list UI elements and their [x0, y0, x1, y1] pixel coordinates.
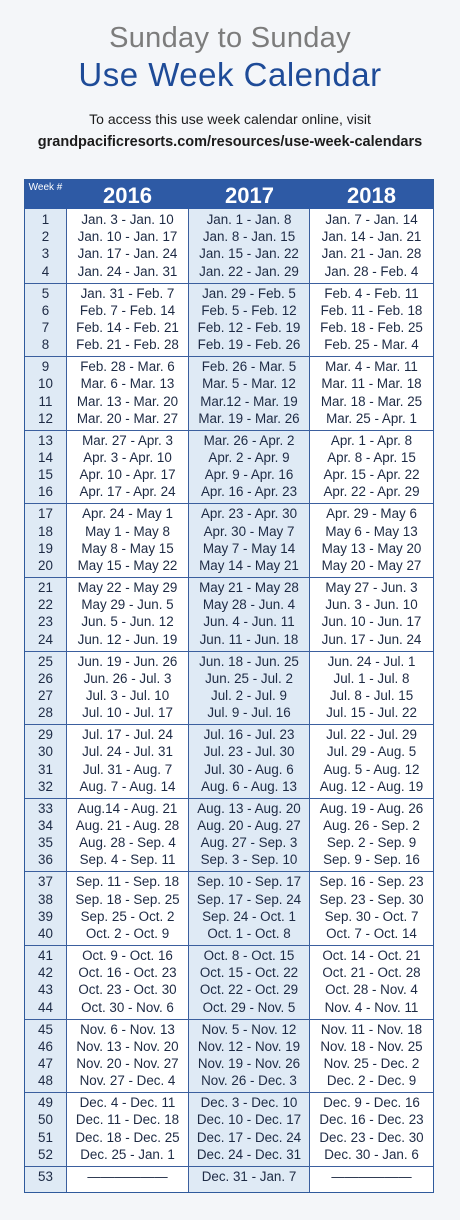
week-2017-range: Apr. 16 - Apr. 23 — [200, 484, 298, 500]
week-2016-range: Apr. 24 - May 1 — [82, 506, 173, 522]
week-2018-range: —————— — [331, 1168, 412, 1184]
week-2016-range: Jun. 19 - Jun. 26 — [77, 653, 178, 669]
week-2016-range: Jul. 31 - Aug. 7 — [82, 761, 173, 777]
year-header-2016: 2016 — [103, 183, 152, 208]
week-number: 41 — [38, 948, 53, 963]
week-2016-range: Nov. 13 - Nov. 20 — [76, 1038, 179, 1054]
calendar-url-link[interactable]: grandpacificresorts.com/resources/use-week-calendars — [37, 134, 423, 150]
week-number: 23 — [38, 614, 53, 630]
week-2018-range: Jan. 21 - Jan. 28 — [321, 246, 422, 262]
group-separator — [25, 1092, 433, 1093]
week-2018-range: Jul. 22 - Jul. 29 — [326, 727, 417, 743]
group-separator — [25, 798, 433, 799]
group-separator — [25, 577, 433, 578]
week-2016-range: Sep. 25 - Oct. 2 — [80, 908, 175, 924]
week-number: 48 — [38, 1073, 53, 1089]
week-2018-range: Apr. 29 - May 6 — [326, 506, 417, 522]
table-row — [25, 211, 433, 228]
week-2018-range: Oct. 21 - Oct. 28 — [322, 965, 421, 981]
week-number: 46 — [38, 1038, 53, 1054]
week-number: 34 — [38, 818, 53, 833]
week-2017-range: Nov. 26 - Dec. 3 — [201, 1073, 297, 1089]
week-2016-range: Feb. 7 - Feb. 14 — [79, 302, 176, 318]
table-row — [25, 704, 433, 721]
week-number: 51 — [38, 1129, 53, 1145]
table-row — [25, 761, 433, 778]
group-separator — [25, 871, 433, 872]
week-2018-range: Nov. 11 - Nov. 18 — [320, 1021, 423, 1037]
week-2018-range: Dec. 30 - Jan. 6 — [324, 1146, 419, 1162]
table-row — [25, 743, 433, 760]
week-2018-range: Sep. 16 - Sep. 23 — [319, 874, 424, 890]
week-2018-range: Feb. 18 - Feb. 25 — [320, 320, 423, 335]
week-2018-range: Jan. 28 - Feb. 4 — [324, 263, 419, 279]
table-row — [25, 726, 433, 743]
group-separator — [25, 430, 433, 431]
week-number: 24 — [38, 631, 53, 647]
week-2018-range: Jan. 14 - Jan. 21 — [321, 229, 422, 245]
group-separator — [25, 356, 433, 357]
week-number: 10 — [38, 376, 53, 392]
week-number: 16 — [38, 484, 53, 500]
week-number: 3 — [41, 246, 50, 262]
week-2017-range: Jun. 25 - Jul. 2 — [205, 670, 293, 686]
table-row — [25, 263, 433, 280]
week-2016-range: Nov. 6 - Nov. 13 — [80, 1021, 175, 1037]
week-number: 26 — [38, 670, 53, 686]
week-2018-range: Jun. 24 - Jul. 1 — [327, 653, 416, 669]
week-2018-range: Dec. 16 - Dec. 23 — [319, 1112, 424, 1128]
week-number: 52 — [38, 1146, 53, 1162]
group-separator — [25, 283, 433, 284]
table-row — [25, 1021, 433, 1038]
week-2017-range: Jul. 2 - Jul. 9 — [211, 688, 287, 703]
week-2018-range: Jan. 7 - Jan. 14 — [325, 212, 418, 227]
table-row — [25, 1111, 433, 1128]
week-2018-range: Dec. 23 - Dec. 30 — [319, 1129, 424, 1145]
week-2017-range: Dec. 17 - Dec. 24 — [196, 1129, 302, 1145]
table-row — [25, 613, 433, 630]
week-number: 11 — [38, 393, 53, 409]
group-separator — [25, 724, 433, 725]
week-number: 5 — [41, 285, 50, 301]
week-number: 7 — [41, 320, 50, 335]
week-2018-range: Aug. 5 - Aug. 12 — [323, 761, 420, 777]
week-2016-range: Aug. 28 - Sep. 4 — [79, 835, 176, 851]
week-2018-range: Nov. 4 - Nov. 11 — [324, 999, 419, 1015]
week-2016-range: Jan. 3 - Jan. 10 — [81, 212, 174, 227]
week-2017-range: Oct. 15 - Oct. 22 — [199, 965, 299, 981]
group-separator — [25, 503, 433, 504]
week-2017-range: Dec. 24 - Dec. 31 — [196, 1146, 302, 1162]
week-2016-range: Jan. 17 - Jan. 24 — [77, 246, 178, 262]
week-2017-range: Jun. 18 - Jun. 25 — [199, 653, 299, 669]
table-row — [25, 449, 433, 466]
week-number: 27 — [38, 688, 53, 703]
week-number: 2 — [41, 229, 50, 245]
week-2016-range: Dec. 11 - Dec. 18 — [75, 1112, 180, 1128]
week-2017-range: Nov. 12 - Nov. 19 — [197, 1038, 301, 1054]
group-separator — [25, 1019, 433, 1020]
week-number: 19 — [38, 540, 53, 556]
week-number: 4 — [41, 263, 50, 279]
week-2016-range: May 29 - Jun. 5 — [81, 597, 174, 613]
week-2016-range: Apr. 17 - Apr. 24 — [79, 484, 176, 500]
week-2018-range: May 27 - Jun. 3 — [325, 580, 418, 595]
use-week-calendar-table — [24, 179, 434, 1193]
week-2016-range: May 15 - May 22 — [77, 558, 178, 573]
week-number: 17 — [38, 506, 53, 522]
table-row — [25, 505, 433, 522]
access-text: To access this use week calendar online, visit — [89, 111, 371, 127]
week-2016-range: Jul. 3 - Jul. 10 — [85, 688, 170, 703]
table-row — [25, 432, 433, 449]
group-separator — [25, 651, 433, 652]
week-2017-range: Feb. 19 - Feb. 26 — [197, 337, 301, 353]
week-number: 53 — [38, 1168, 53, 1184]
week-2018-range: Sep. 9 - Sep. 16 — [323, 852, 420, 868]
week-2016-range: Dec. 4 - Dec. 11 — [79, 1095, 176, 1111]
week-2016-range: Dec. 18 - Dec. 25 — [75, 1129, 180, 1145]
week-2016-range: Oct. 9 - Oct. 16 — [82, 948, 173, 963]
table-row — [25, 393, 433, 410]
week-2017-range: Jun. 11 - Jun. 18 — [199, 631, 299, 647]
table-row — [25, 228, 433, 245]
table-header — [25, 180, 433, 209]
week-2018-range: May 6 - May 13 — [325, 523, 418, 539]
week-2016-range: May 22 - May 29 — [77, 580, 178, 595]
week-2018-range: Feb. 4 - Feb. 11 — [324, 285, 419, 301]
table-row — [25, 999, 433, 1016]
week-2016-range: May 8 - May 15 — [81, 540, 174, 556]
week-2016-range: Jul. 17 - Jul. 24 — [82, 727, 173, 743]
week-number: 33 — [38, 800, 53, 816]
week-2016-range: Mar. 6 - Mar. 13 — [80, 376, 175, 392]
title-line2: Use Week Calendar — [78, 56, 382, 93]
week-2016-range: Apr. 3 - Apr. 10 — [83, 450, 172, 465]
week-2017-range: Oct. 22 - Oct. 29 — [199, 982, 299, 998]
week-2016-range: Jun. 5 - Jun. 12 — [81, 614, 174, 630]
week-number: 9 — [41, 359, 50, 375]
week-2016-range: Jan. 10 - Jan. 17 — [77, 229, 178, 245]
table-row — [25, 891, 433, 908]
week-2018-range: Aug. 12 - Aug. 19 — [319, 778, 424, 794]
week-2018-range: Apr. 8 - Apr. 15 — [327, 450, 416, 465]
table-row — [25, 1168, 433, 1185]
week-2017-range: Sep. 17 - Sep. 24 — [196, 891, 302, 907]
week-2018-range: Aug. 26 - Sep. 2 — [323, 818, 420, 833]
week-number: 20 — [38, 558, 53, 573]
week-number: 49 — [38, 1095, 53, 1111]
week-2016-range: Mar. 27 - Apr. 3 — [82, 432, 173, 448]
table-row — [25, 653, 433, 670]
week-2018-range: Sep. 2 - Sep. 9 — [326, 835, 417, 851]
week-2018-range: Jul. 1 - Jul. 8 — [333, 670, 410, 686]
week-2018-range: Apr. 1 - Apr. 8 — [330, 432, 413, 448]
week-2016-range: Oct. 16 - Oct. 23 — [78, 965, 177, 981]
week-number: 25 — [38, 653, 53, 669]
table-row — [25, 466, 433, 483]
week-2017-range: Apr. 30 - May 7 — [203, 523, 295, 539]
year-header-2017: 2017 — [225, 183, 274, 208]
week-2017-range: Jun. 4 - Jun. 11 — [203, 614, 295, 630]
week-2018-range: Jul. 8 - Jul. 15 — [329, 688, 414, 703]
table-row — [25, 319, 433, 336]
week-2017-range: Aug. 20 - Aug. 27 — [197, 818, 301, 833]
week-number: 18 — [38, 523, 53, 539]
week-2017-range: Apr. 23 - Apr. 30 — [200, 506, 298, 522]
table-row — [25, 873, 433, 890]
week-number: 40 — [38, 926, 53, 941]
week-2017-range: Mar. 19 - Mar. 26 — [198, 410, 300, 426]
week-number: 43 — [38, 982, 53, 998]
week-2017-range: Jul. 30 - Aug. 6 — [204, 761, 294, 777]
week-2017-range: Jul. 16 - Jul. 23 — [203, 727, 295, 743]
week-2018-range: Mar. 11 - Mar. 18 — [321, 376, 422, 392]
week-2017-range: May 7 - May 14 — [202, 540, 296, 556]
week-2018-range: Jun. 10 - Jun. 17 — [321, 614, 422, 630]
week-2018-range: Sep. 23 - Sep. 30 — [319, 891, 424, 907]
week-2016-range: Jul. 10 - Jul. 17 — [82, 705, 173, 721]
week-number: 6 — [41, 302, 50, 318]
week-number: 13 — [38, 432, 53, 448]
table-row — [25, 1072, 433, 1089]
table-row — [25, 981, 433, 998]
week-2017-range: Aug. 13 - Aug. 20 — [197, 800, 301, 816]
week-number: 45 — [38, 1021, 53, 1037]
week-2016-range: Mar. 20 - Mar. 27 — [76, 410, 179, 426]
week-2016-range: Jul. 24 - Jul. 31 — [82, 744, 173, 760]
week-2017-range: Feb. 5 - Feb. 12 — [201, 302, 297, 318]
week-number: 44 — [38, 999, 53, 1015]
table-row — [25, 834, 433, 851]
week-number: 42 — [38, 965, 53, 981]
week-2016-range: Aug. 7 - Aug. 14 — [79, 778, 176, 794]
week-number: 38 — [38, 891, 53, 907]
week-2016-range: Feb. 14 - Feb. 21 — [76, 320, 179, 335]
week-2018-range: Mar. 18 - Mar. 25 — [320, 393, 423, 409]
table-row — [25, 358, 433, 375]
week-2016-range: Nov. 20 - Nov. 27 — [76, 1056, 179, 1071]
table-row — [25, 540, 433, 557]
week-2016-range: Jan. 31 - Feb. 7 — [80, 285, 175, 301]
table-row — [25, 523, 433, 540]
table-row — [25, 375, 433, 392]
week-2017-range: Jan. 8 - Jan. 15 — [202, 229, 296, 245]
week-2018-range: Jul. 15 - Jul. 22 — [326, 705, 417, 721]
week-2018-range: May 20 - May 27 — [321, 558, 422, 573]
week-2018-range: Aug. 19 - Aug. 26 — [319, 800, 424, 816]
week-number: 47 — [38, 1056, 53, 1071]
week-2017-range: Dec. 31 - Jan. 7 — [201, 1168, 297, 1184]
year-header-2018: 2018 — [347, 183, 396, 208]
week-2018-range: Dec. 2 - Dec. 9 — [326, 1073, 417, 1089]
week-2017-range: Mar. 5 - Mar. 12 — [202, 376, 296, 392]
week-2017-range: Jan. 1 - Jan. 8 — [206, 212, 292, 227]
table-row — [25, 336, 433, 353]
week-2017-range: Aug. 6 - Aug. 13 — [200, 778, 298, 794]
week-2018-range: Oct. 28 - Nov. 4 — [325, 982, 418, 998]
week-2018-range: Jun. 17 - Jun. 24 — [321, 631, 422, 647]
table-row — [25, 851, 433, 868]
week-number: 14 — [38, 450, 53, 465]
week-2017-range: Jan. 22 - Jan. 29 — [199, 263, 299, 279]
week-number: 29 — [38, 727, 53, 743]
week-number: 31 — [38, 761, 53, 777]
week-number: 32 — [38, 778, 53, 794]
week-number: 1 — [41, 212, 50, 227]
week-2018-range: May 13 - May 20 — [321, 540, 422, 556]
week-2016-range: Oct. 30 - Nov. 6 — [81, 999, 174, 1015]
week-2018-range: Mar. 4 - Mar. 11 — [325, 359, 418, 375]
week-2017-range: Mar. 26 - Apr. 2 — [203, 432, 295, 448]
table-row — [25, 596, 433, 613]
week-2016-range: Aug.14 - Aug. 21 — [77, 800, 178, 816]
week-2018-range: Jun. 3 - Jun. 10 — [325, 597, 418, 613]
week-2017-range: Oct. 8 - Oct. 15 — [203, 948, 295, 963]
week-2017-range: Oct. 1 - Oct. 8 — [207, 926, 291, 941]
table-row — [25, 483, 433, 500]
week-2016-range: Sep. 18 - Sep. 25 — [75, 891, 180, 907]
week-number: 37 — [38, 874, 53, 890]
week-2016-range: Dec. 25 - Jan. 1 — [80, 1146, 175, 1162]
week-2016-range: Jun. 12 - Jun. 19 — [77, 631, 178, 647]
table-row — [25, 245, 433, 262]
table-row — [25, 631, 433, 648]
table-row — [25, 817, 433, 834]
week-2018-range: Jul. 29 - Aug. 5 — [326, 744, 417, 760]
week-2017-range: Jan. 15 - Jan. 22 — [199, 246, 299, 262]
week-2017-range: Apr. 2 - Apr. 9 — [208, 450, 290, 465]
week-number: 39 — [38, 908, 53, 924]
week-2017-range: Feb. 12 - Feb. 19 — [197, 320, 301, 335]
week-2017-range: Jul. 23 - Jul. 30 — [203, 744, 295, 760]
week-2017-range: Nov. 5 - Nov. 12 — [201, 1021, 297, 1037]
table-row — [25, 778, 433, 795]
week-2018-range: Feb. 25 - Mar. 4 — [324, 337, 419, 353]
week-number: 36 — [38, 852, 53, 868]
table-row — [25, 285, 433, 302]
week-2018-range: Nov. 18 - Nov. 25 — [320, 1038, 423, 1054]
table-row — [25, 800, 433, 817]
table-row — [25, 1146, 433, 1163]
week-number: 30 — [38, 744, 53, 760]
week-number: 22 — [38, 597, 53, 613]
week-number: 15 — [38, 467, 53, 483]
table-row — [25, 410, 433, 427]
week-2017-range: Feb. 26 - Mar. 5 — [201, 359, 297, 375]
table-row — [25, 1129, 433, 1146]
week-2017-range: Dec. 10 - Dec. 17 — [196, 1112, 302, 1128]
table-row — [25, 579, 433, 596]
week-2017-range: May 14 - May 21 — [199, 558, 299, 573]
week-2016-range: Apr. 10 - Apr. 17 — [79, 467, 176, 483]
week-2016-range: Sep. 11 - Sep. 18 — [75, 874, 180, 890]
table-row — [25, 1055, 433, 1072]
table-row — [25, 908, 433, 925]
week-2018-range: Oct. 14 - Oct. 21 — [322, 948, 421, 963]
week-2017-range: Nov. 19 - Nov. 26 — [197, 1056, 301, 1071]
week-2017-range: Apr. 9 - Apr. 16 — [204, 467, 294, 483]
week-2016-range: May 1 - May 8 — [85, 523, 170, 539]
week-2017-range: Oct. 29 - Nov. 5 — [202, 999, 296, 1015]
week-number: 8 — [41, 337, 50, 353]
week-2018-range: Mar. 25 - Apr. 1 — [326, 410, 417, 426]
week-2016-range: Oct. 2 - Oct. 9 — [85, 926, 170, 941]
week-2017-range: May 28 - Jun. 4 — [202, 597, 296, 613]
week-2018-range: Feb. 11 - Feb. 18 — [320, 302, 423, 318]
group-separator — [25, 945, 433, 946]
table-row — [25, 925, 433, 942]
table-row — [25, 302, 433, 319]
week-2017-range: Sep. 3 - Sep. 10 — [200, 852, 298, 868]
week-2017-range: May 21 - May 28 — [199, 580, 299, 595]
week-2016-range: Oct. 23 - Oct. 30 — [78, 982, 177, 998]
week-2018-range: Nov. 25 - Dec. 2 — [323, 1056, 420, 1071]
week-2016-range: Sep. 4 - Sep. 11 — [79, 852, 176, 868]
week-2017-range: Jan. 29 - Feb. 5 — [202, 285, 296, 301]
week-2016-range: Aug. 21 - Aug. 28 — [75, 818, 180, 833]
group-separator — [25, 1166, 433, 1167]
week-number: 28 — [38, 705, 53, 721]
week-2017-range: Aug. 27 - Sep. 3 — [200, 835, 298, 851]
week-2016-range: Nov. 27 - Dec. 4 — [79, 1073, 176, 1089]
week-2018-range: Oct. 7 - Oct. 14 — [326, 926, 417, 941]
table-row — [25, 1038, 433, 1055]
week-2016-range: Feb. 21 - Feb. 28 — [76, 337, 179, 353]
table-row — [25, 1094, 433, 1111]
week-2016-range: Jan. 24 - Jan. 31 — [77, 263, 178, 279]
week-2016-range: Jun. 26 - Jul. 3 — [83, 670, 172, 686]
week-2017-range: Sep. 24 - Oct. 1 — [202, 908, 296, 924]
week-2018-range: Sep. 30 - Oct. 7 — [324, 908, 419, 924]
table-row — [25, 947, 433, 964]
week-2017-range: Jul. 9 - Jul. 16 — [207, 705, 291, 721]
week-number: 50 — [38, 1112, 53, 1128]
week-2016-range: Feb. 28 - Mar. 6 — [80, 359, 175, 375]
week-2016-range: Mar. 13 - Mar. 20 — [76, 393, 179, 409]
week-2018-range: Apr. 15 - Apr. 22 — [323, 467, 420, 483]
week-2018-range: Apr. 22 - Apr. 29 — [323, 484, 420, 500]
table-row — [25, 687, 433, 704]
table-row — [25, 557, 433, 574]
week-number: 35 — [38, 835, 53, 851]
week-2018-range: Dec. 9 - Dec. 16 — [323, 1095, 420, 1111]
title-line1: Sunday to Sunday — [109, 22, 351, 54]
week-2017-range: Mar.12 - Mar. 19 — [200, 393, 298, 409]
week-2017-range: Sep. 10 - Sep. 17 — [196, 874, 302, 890]
week-2016-range: —————— — [87, 1168, 168, 1184]
week-number: 21 — [38, 580, 53, 595]
table-row — [25, 964, 433, 981]
week-number-header: Week # — [28, 182, 63, 193]
table-row — [25, 670, 433, 687]
week-number: 12 — [38, 410, 53, 426]
week-2017-range: Dec. 3 - Dec. 10 — [200, 1095, 298, 1111]
